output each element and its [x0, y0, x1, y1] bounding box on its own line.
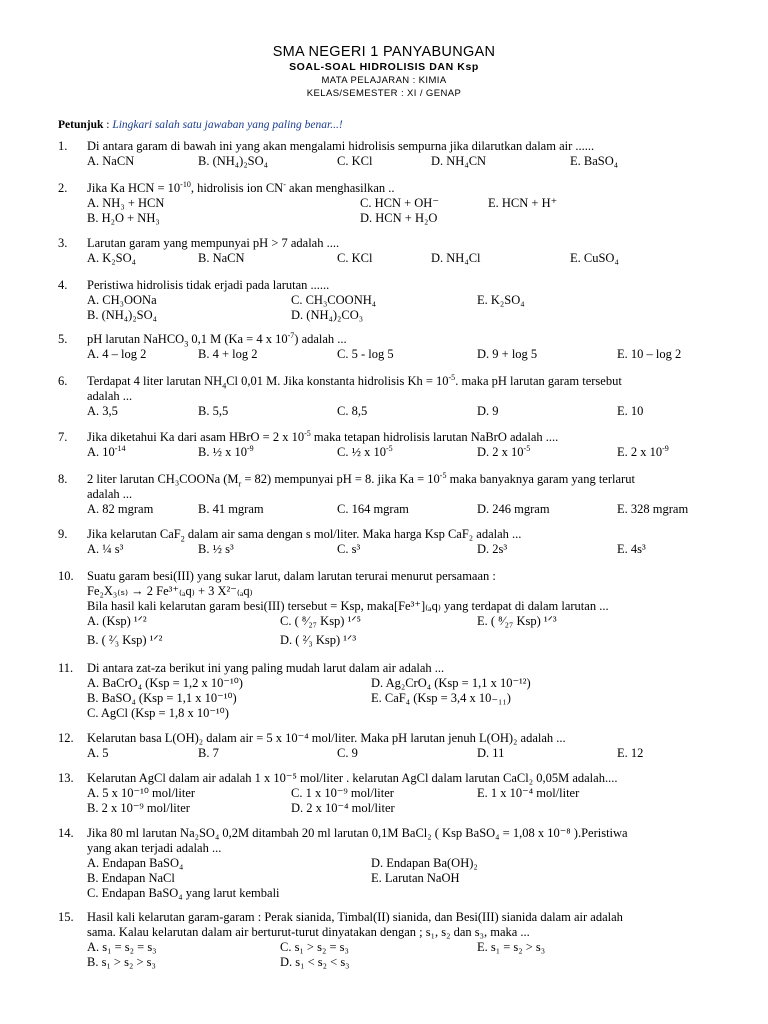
option-a[interactable]: A. K₂SO₄	[87, 251, 136, 265]
option-b[interactable]: B. (NH₄)₂SO₄	[87, 308, 158, 322]
option-c[interactable]: C. s₁ > s₂ = s₃	[280, 940, 349, 954]
option-c[interactable]: C. 164 mgram	[337, 502, 409, 516]
option-d[interactable]: D. 2 x 10⁻⁴ mol/liter	[291, 801, 395, 815]
question-number: 10.	[58, 569, 74, 583]
option-d[interactable]: D. NH₄CN	[431, 154, 487, 168]
option-a[interactable]: A. 82 mgram	[87, 502, 154, 516]
instruction	[58, 119, 343, 131]
question-8	[58, 472, 714, 517]
question-1	[58, 139, 714, 169]
subject-line: MATA PELAJARAN : KIMIA	[321, 75, 447, 86]
class-line: KELAS/SEMESTER : XI / GENAP	[306, 88, 462, 99]
question-stem: Di antara zat-za berikut ini yang paling mudah larut dalam air adalah ...	[87, 661, 445, 675]
document-title: SOAL-SOAL HIDROLISIS DAN Ksp	[289, 61, 479, 73]
option-b[interactable]: B. Endapan NaCl	[87, 871, 175, 885]
option-e[interactable]: E. 10 – log 2	[617, 347, 682, 361]
option-b[interactable]: B. 7	[198, 746, 219, 760]
option-b[interactable]: B. BaSO₄ (Ksp = 1,1 x 10⁻¹⁰)	[87, 691, 237, 705]
option-c[interactable]: C. s³	[337, 542, 361, 556]
question-11	[58, 661, 714, 721]
question-number: 9.	[58, 527, 68, 541]
option-b[interactable]: B. 2 x 10⁻⁹ mol/liter	[87, 801, 190, 815]
option-a[interactable]: A. NH₃ + HCN	[87, 196, 165, 210]
question-2	[58, 181, 714, 226]
option-d[interactable]: D. HCN + H₂O	[360, 211, 438, 225]
option-b[interactable]: B. NaCN	[198, 251, 245, 265]
option-e[interactable]: E. K₂SO₄	[477, 293, 525, 307]
option-e[interactable]: E. 4s³	[617, 542, 646, 556]
option-b[interactable]: B. ½ x $10^{-9}$	[198, 443, 254, 459]
question-stem-line2: adalah ...	[87, 487, 133, 501]
option-c[interactable]: C. 8,5	[337, 404, 368, 418]
option-d[interactable]: D. 9 + log 5	[477, 347, 538, 361]
option-e[interactable]: E. CaF₄ (Ksp = 3,4 x 10₋₁₁)	[371, 691, 511, 705]
option-e[interactable]: E. 10	[617, 404, 644, 418]
school-name: SMA NEGERI 1 PANYABUNGAN	[272, 44, 496, 60]
question-stem: 2 liter larutan CH₃COONa $(M_r = 82)$ mempunyai pH = 8. jika $Ka = 10^{-5}$ maka banyaknya garam yang terlarut	[87, 470, 635, 489]
option-e[interactable]: E. 1 x 10⁻⁴ mol/liter	[477, 786, 580, 800]
question-stem: pH larutan NaHCO$_3$ 0,1 M (Ka = 4 x $10^{-7}$) adalah ...	[87, 330, 347, 349]
question-15	[58, 910, 714, 970]
question-number: 12.	[58, 731, 74, 745]
option-c[interactable]: C. KCl	[337, 154, 373, 168]
question-stem: Jika diketahui Ka dari asam HBrO = 2 x $10^{-5}$ maka tetapan hidrolisis larutan NaBrO adalah ....	[87, 428, 559, 444]
question-stem-line2: adalah ...	[87, 389, 133, 403]
question-number: 4.	[58, 278, 68, 292]
option-e[interactable]: E. BaSO₄	[570, 154, 619, 168]
option-a[interactable]: A. $10^{-14}$	[87, 443, 126, 459]
option-c[interactable]: C. AgCl (Ksp = 1,8 x 10⁻¹⁰)	[87, 706, 229, 720]
option-c[interactable]: C. Endapan BaSO₄ yang larut kembali	[87, 886, 280, 900]
question-number: 11.	[58, 661, 74, 675]
question-9	[58, 527, 714, 557]
option-d[interactable]: D. Endapan Ba(OH)₂	[371, 856, 478, 870]
option-a[interactable]: A. ¼ s³	[87, 542, 124, 556]
option-e[interactable]: E. 328 mgram	[617, 502, 689, 516]
option-c[interactable]: C. 9	[337, 746, 358, 760]
question-number: 8.	[58, 472, 68, 486]
option-b[interactable]: B. s₁ > s₂ > s₃	[87, 955, 156, 969]
question-stem: Kelarutan AgCl dalam air adalah 1 x 10⁻⁵ mol/liter . kelarutan AgCl dalam larutan CaCl₂ 0,05M adalah....	[87, 771, 618, 785]
question-3	[58, 236, 714, 266]
option-d[interactable]: D. ( ²⁄₃ Ksp) ¹ᐟ³	[280, 633, 357, 647]
option-d[interactable]: D. 9	[477, 404, 499, 418]
question-stem: Terdapat 4 liter larutan $NH_4Cl$ 0,01 M. Jika konstanta hidrolisis $Kh = 10^{-5}$. maka pH larutan garam tersebut	[87, 372, 622, 391]
option-d[interactable]: D. 2 x $10^{-5}$	[477, 443, 531, 459]
option-c[interactable]: C. ( ⁸⁄₂₇ Ksp) ¹ᐟ⁵	[280, 614, 361, 628]
option-d[interactable]: D. NH₄Cl	[431, 251, 481, 265]
instruction-text: Lingkari salah satu jawaban yang paling benar...!	[112, 119, 343, 131]
question-stem-line2: sama. Kalau kelarutan dalam air berturut-turut dinyatakan dengan ; s₁, s₂ dan s₃, maka ...	[87, 925, 530, 939]
option-b[interactable]: B. 5,5	[198, 404, 229, 418]
option-c[interactable]: C. 1 x 10⁻⁹ mol/liter	[291, 786, 394, 800]
question-number: 1.	[58, 139, 68, 153]
question-stem: Di antara garam di bawah ini yang akan mengalami hidrolisis sempurna jika dilarutkan dalam air ......	[87, 139, 595, 153]
question-stem: Jika kelarutan CaF$_2$ dalam air sama dengan s mol/liter. Maka harga Ksp CaF₂ adalah ...	[87, 527, 522, 544]
question-stem: Hasil kali kelarutan garam-garam : Perak sianida, Timbal(II) sianida, dan Besi(III) sianida dalam air adalah	[87, 910, 623, 924]
question-7	[58, 430, 714, 460]
question-stem-line3: Bila hasil kali kelarutan garam besi(III) tersebut = Ksp, maka[Fe³⁺]₍ₐq₎ yang terdapat di dalam larutan ...	[87, 599, 609, 613]
question-stem: Jika 80 ml larutan Na₂SO₄ 0,2M ditambah 20 ml larutan 0,1M BaCl₂ ( Ksp BaSO₄ = 1,08 x 10⁻⁸ ).Peristiwa	[87, 826, 628, 840]
reaction-equation: Fe₂X₃₍ₛ₎ → 2 Fe³⁺₍ₐq₎ + 3 X²⁻₍ₐq₎	[87, 584, 253, 598]
question-number: 14.	[58, 826, 74, 840]
question-number: 3.	[58, 236, 68, 250]
option-e[interactable]: E. s₁ = s₂ > s₃	[477, 940, 546, 954]
option-b[interactable]: B. H₂O + NH₃	[87, 211, 160, 225]
question-stem: Peristiwa hidrolisis tidak erjadi pada larutan ......	[87, 278, 330, 292]
instruction-separator: :	[103, 119, 113, 131]
option-a[interactable]: A. (Ksp) ¹ᐟ²	[87, 614, 147, 628]
instruction-label: Petunjuk	[58, 119, 104, 131]
option-a[interactable]: A. 5 x 10⁻¹⁰ mol/liter	[87, 786, 196, 800]
option-a[interactable]: A. s₁ = s₂ = s₃	[87, 940, 157, 954]
option-c[interactable]: C. KCl	[337, 251, 373, 265]
option-b[interactable]: B. 4 + log 2	[198, 347, 258, 361]
question-number: 13.	[58, 771, 74, 785]
option-b[interactable]: B. ( ²⁄₃ Ksp) ¹ᐟ²	[87, 633, 163, 647]
question-12	[58, 731, 714, 761]
question-number: 15.	[58, 910, 74, 924]
option-e[interactable]: E. Larutan NaOH	[371, 871, 460, 885]
option-a[interactable]: A. 4 – log 2	[87, 347, 147, 361]
option-d[interactable]: D. 246 mgram	[477, 502, 550, 516]
option-a[interactable]: A. Endapan BaSO₄	[87, 856, 184, 870]
option-b[interactable]: B. 41 mgram	[198, 502, 264, 516]
question-number: 2.	[58, 181, 68, 195]
question-14	[58, 826, 714, 901]
option-c[interactable]: C. 5 - log 5	[337, 347, 394, 361]
option-d[interactable]: D. 11	[477, 746, 505, 760]
question-number: 7.	[58, 430, 68, 444]
option-e[interactable]: E. ( ⁸⁄₂₇ Ksp) ¹ᐟ³	[477, 614, 557, 628]
option-b[interactable]: B. ½ s³	[198, 542, 234, 556]
option-d[interactable]: D. s₁ < s₂ < s₃	[280, 955, 350, 969]
option-e[interactable]: E. CuSO₄	[570, 251, 619, 265]
option-d[interactable]: D. Ag₂CrO₄ (Ksp = 1,1 x 10⁻¹²)	[371, 676, 531, 690]
question-stem: Kelarutan basa L(OH)₂ dalam air = 5 x 10⁻⁴ mol/liter. Maka pH larutan jenuh L(OH)₂ adalah ...	[87, 731, 566, 745]
option-c[interactable]: C. ½ x $10^{-5}$	[337, 443, 393, 459]
question-4	[58, 278, 714, 323]
question-5	[58, 332, 714, 362]
option-e[interactable]: E. 12	[617, 746, 644, 760]
option-d[interactable]: D. (NH₄)₂CO₃	[291, 308, 364, 322]
question-stem: Larutan garam yang mempunyai pH > 7 adalah ....	[87, 236, 340, 250]
option-b[interactable]: B. (NH₄)₂SO₄	[198, 154, 269, 168]
option-c[interactable]: C. CH₃COONH₄	[291, 293, 377, 307]
option-e[interactable]: E. HCN + H⁺	[488, 196, 558, 210]
option-a[interactable]: A. CH₃OONa	[87, 293, 157, 307]
option-a[interactable]: A. 5	[87, 746, 109, 760]
option-d[interactable]: D. 2s³	[477, 542, 508, 556]
option-a[interactable]: A. 3,5	[87, 404, 118, 418]
question-number: 6.	[58, 374, 68, 388]
question-stem-line2: yang akan terjadi adalah ...	[87, 841, 222, 855]
question-10	[58, 569, 714, 652]
question-stem: Suatu garam besi(III) yang sukar larut, dalam larutan terurai menurut persamaan :	[87, 569, 496, 583]
question-6	[58, 374, 714, 419]
question-stem: Jika Ka HCN = $10^{-10}$, hidrolisis ion CN- akan menghasilkan ..	[87, 179, 395, 195]
option-a[interactable]: A. BaCrO₄ (Ksp = 1,2 x 10⁻¹⁰)	[87, 676, 243, 690]
option-e[interactable]: E. 2 x $10^{-9}$	[617, 443, 669, 459]
option-a[interactable]: A. NaCN	[87, 154, 135, 168]
question-13	[58, 771, 714, 816]
option-c[interactable]: C. HCN + OH⁻	[360, 196, 439, 210]
question-number: 5.	[58, 332, 68, 346]
